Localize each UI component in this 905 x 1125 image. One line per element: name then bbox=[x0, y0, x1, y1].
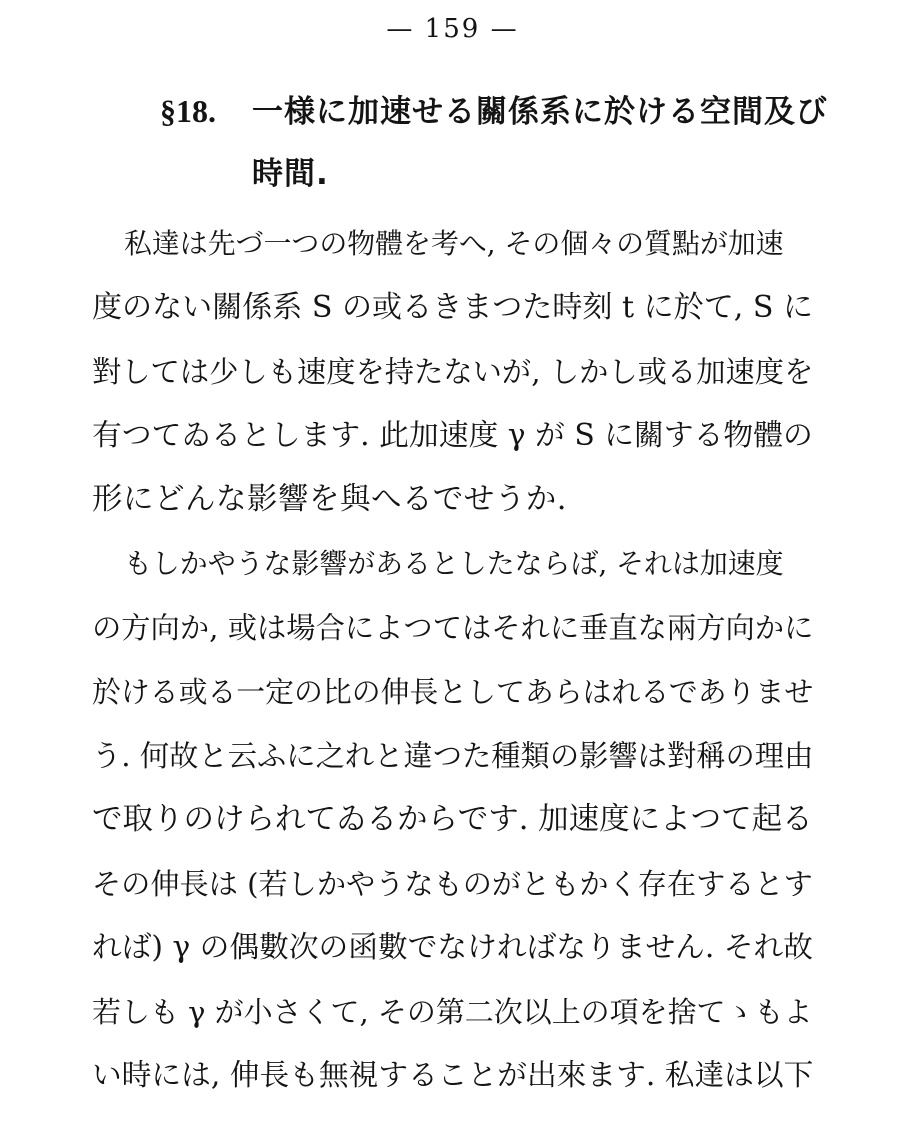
text-line: で取りのけられてゐるからです. 加速度によつて起る bbox=[92, 802, 813, 837]
section-heading bbox=[160, 86, 860, 210]
text-line: もしかやうな影響があるとしたならば, それは加速度 bbox=[124, 547, 784, 580]
text-line: 於ける或る一定の比の伸長としてあらはれるでありませ bbox=[92, 675, 814, 709]
text-line: 對しては少しも速度を持たないが, しかし或る加速度を bbox=[92, 355, 814, 389]
section-title-line-1: 一様に加速せる關係系に於ける空間及び bbox=[252, 94, 828, 130]
page-number: — 159 — bbox=[386, 14, 519, 44]
section-title-line-2: 時間. bbox=[252, 156, 329, 192]
section-number: §18. bbox=[160, 93, 216, 129]
text-line: 私達は先づ一つの物體を考へ, その個々の質點が加速 bbox=[124, 227, 784, 260]
text-line: い時には, 伸長も無視することが出來ます. 私達は以下 bbox=[92, 1058, 814, 1093]
text-line: の方向か, 或は場合によつてはそれに垂直な兩方向かに bbox=[92, 611, 814, 645]
heading-row-1 bbox=[160, 86, 860, 148]
text-line: 度のない關係系 S の或るきまつた時刻 t に於て, S に bbox=[92, 290, 814, 325]
heading-row-2 bbox=[160, 148, 860, 210]
text-line: れば) γ の偶數次の函數でなければなりません. それ故 bbox=[92, 930, 813, 965]
text-line: 若しも γ が小さくて, その第二次以上の項を捨てゝもよ bbox=[92, 995, 813, 1029]
paragraph-1 bbox=[92, 212, 817, 532]
text-line: 有つてゐるとします. 此加速度 γ が S に關する物體の bbox=[92, 418, 813, 453]
text-line: 形にどんな影響を與へるでせうか. bbox=[92, 482, 567, 517]
text-line: その伸長は (若しかやうなものがともかく存在するとす bbox=[92, 867, 813, 901]
body-text bbox=[92, 212, 817, 1108]
paragraph-2 bbox=[92, 532, 817, 1108]
text-line: う. 何故と云ふに之れと違つた種類の影響は對稱の理由 bbox=[92, 739, 814, 773]
